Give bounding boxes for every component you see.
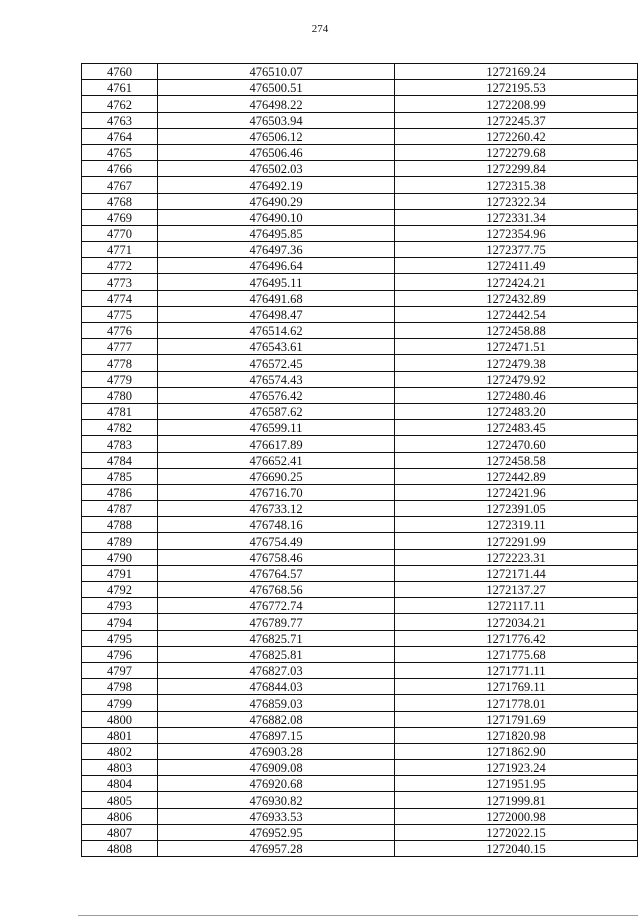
table-row xyxy=(82,484,638,500)
point-number-cell: 4778 xyxy=(82,355,158,371)
point-number-cell: 4808 xyxy=(82,841,158,857)
point-number-cell: 4806 xyxy=(82,808,158,824)
y-coordinate-cell: 1272137.27 xyxy=(395,582,638,598)
x-coordinate-cell: 476498.22 xyxy=(158,96,395,112)
y-coordinate-cell: 1271999.81 xyxy=(395,792,638,808)
x-coordinate-cell: 476768.56 xyxy=(158,582,395,598)
x-coordinate-cell: 476543.61 xyxy=(158,339,395,355)
x-coordinate-cell: 476909.08 xyxy=(158,760,395,776)
table-row xyxy=(82,743,638,759)
y-coordinate-cell: 1271820.98 xyxy=(395,727,638,743)
y-coordinate-cell: 1272483.45 xyxy=(395,420,638,436)
table-row xyxy=(82,501,638,517)
point-number-cell: 4766 xyxy=(82,161,158,177)
point-number-cell: 4785 xyxy=(82,468,158,484)
point-number-cell: 4775 xyxy=(82,306,158,322)
point-number-cell: 4780 xyxy=(82,387,158,403)
x-coordinate-cell: 476690.25 xyxy=(158,468,395,484)
page-number: 274 xyxy=(311,23,329,35)
y-coordinate-cell: 1272034.21 xyxy=(395,614,638,630)
point-number-cell: 4782 xyxy=(82,420,158,436)
table-row xyxy=(82,161,638,177)
x-coordinate-cell: 476897.15 xyxy=(158,727,395,743)
table-row xyxy=(82,646,638,662)
point-number-cell: 4763 xyxy=(82,112,158,128)
x-coordinate-cell: 476491.68 xyxy=(158,290,395,306)
x-coordinate-cell: 476859.03 xyxy=(158,695,395,711)
x-coordinate-cell: 476789.77 xyxy=(158,614,395,630)
table-row xyxy=(82,808,638,824)
x-coordinate-cell: 476748.16 xyxy=(158,517,395,533)
point-number-cell: 4789 xyxy=(82,533,158,549)
point-number-cell: 4804 xyxy=(82,776,158,792)
x-coordinate-cell: 476506.46 xyxy=(158,144,395,160)
table-row xyxy=(82,128,638,144)
table-row xyxy=(82,549,638,565)
point-number-cell: 4767 xyxy=(82,177,158,193)
x-coordinate-cell: 476882.08 xyxy=(158,711,395,727)
y-coordinate-cell: 1272279.68 xyxy=(395,144,638,160)
y-coordinate-cell: 1272169.24 xyxy=(395,64,638,80)
y-coordinate-cell: 1272470.60 xyxy=(395,436,638,452)
x-coordinate-cell: 476576.42 xyxy=(158,387,395,403)
point-number-cell: 4803 xyxy=(82,760,158,776)
x-coordinate-cell: 476490.29 xyxy=(158,193,395,209)
y-coordinate-cell: 1272208.99 xyxy=(395,96,638,112)
point-number-cell: 4786 xyxy=(82,484,158,500)
table-row xyxy=(82,679,638,695)
x-coordinate-cell: 476495.11 xyxy=(158,274,395,290)
point-number-cell: 4798 xyxy=(82,679,158,695)
table-row xyxy=(82,403,638,419)
point-number-cell: 4788 xyxy=(82,517,158,533)
y-coordinate-cell: 1272424.21 xyxy=(395,274,638,290)
y-coordinate-cell: 1272171.44 xyxy=(395,565,638,581)
point-number-cell: 4762 xyxy=(82,96,158,112)
point-number-cell: 4774 xyxy=(82,290,158,306)
x-coordinate-cell: 476492.19 xyxy=(158,177,395,193)
y-coordinate-cell: 1272245.37 xyxy=(395,112,638,128)
point-number-cell: 4790 xyxy=(82,549,158,565)
table-row xyxy=(82,776,638,792)
x-coordinate-cell: 476514.62 xyxy=(158,323,395,339)
table-row xyxy=(82,64,638,80)
y-coordinate-cell: 1272471.51 xyxy=(395,339,638,355)
x-coordinate-cell: 476510.07 xyxy=(158,64,395,80)
x-coordinate-cell: 476502.03 xyxy=(158,161,395,177)
x-coordinate-cell: 476652.41 xyxy=(158,452,395,468)
x-coordinate-cell: 476825.71 xyxy=(158,630,395,646)
x-coordinate-cell: 476500.51 xyxy=(158,80,395,96)
y-coordinate-cell: 1271862.90 xyxy=(395,743,638,759)
point-number-cell: 4784 xyxy=(82,452,158,468)
table-row xyxy=(82,306,638,322)
point-number-cell: 4783 xyxy=(82,436,158,452)
table-row xyxy=(82,517,638,533)
table-row xyxy=(82,760,638,776)
table-row xyxy=(82,339,638,355)
table-row xyxy=(82,841,638,857)
x-coordinate-cell: 476496.64 xyxy=(158,258,395,274)
table-row xyxy=(82,258,638,274)
table-row xyxy=(82,711,638,727)
x-coordinate-cell: 476920.68 xyxy=(158,776,395,792)
table-row xyxy=(82,193,638,209)
page-bottom-rule xyxy=(78,915,638,916)
table-row xyxy=(82,225,638,241)
x-coordinate-cell: 476599.11 xyxy=(158,420,395,436)
point-number-cell: 4768 xyxy=(82,193,158,209)
point-number-cell: 4773 xyxy=(82,274,158,290)
point-number-cell: 4805 xyxy=(82,792,158,808)
point-number-cell: 4797 xyxy=(82,662,158,678)
y-coordinate-cell: 1272479.38 xyxy=(395,355,638,371)
x-coordinate-cell: 476957.28 xyxy=(158,841,395,857)
table-row xyxy=(82,209,638,225)
point-number-cell: 4793 xyxy=(82,598,158,614)
point-number-cell: 4796 xyxy=(82,646,158,662)
point-number-cell: 4800 xyxy=(82,711,158,727)
y-coordinate-cell: 1272315.38 xyxy=(395,177,638,193)
x-coordinate-cell: 476764.57 xyxy=(158,565,395,581)
table-row xyxy=(82,468,638,484)
table-row xyxy=(82,582,638,598)
y-coordinate-cell: 1272480.46 xyxy=(395,387,638,403)
y-coordinate-cell: 1272432.89 xyxy=(395,290,638,306)
table-row xyxy=(82,420,638,436)
y-coordinate-cell: 1271778.01 xyxy=(395,695,638,711)
table-row xyxy=(82,96,638,112)
point-number-cell: 4795 xyxy=(82,630,158,646)
y-coordinate-cell: 1272291.99 xyxy=(395,533,638,549)
table-row xyxy=(82,242,638,258)
point-number-cell: 4792 xyxy=(82,582,158,598)
table-row xyxy=(82,274,638,290)
point-number-cell: 4781 xyxy=(82,403,158,419)
point-number-cell: 4760 xyxy=(82,64,158,80)
y-coordinate-cell: 1272117.11 xyxy=(395,598,638,614)
y-coordinate-cell: 1272299.84 xyxy=(395,161,638,177)
point-number-cell: 4764 xyxy=(82,128,158,144)
point-number-cell: 4765 xyxy=(82,144,158,160)
x-coordinate-cell: 476827.03 xyxy=(158,662,395,678)
coordinates-table xyxy=(81,63,638,857)
table-row xyxy=(82,387,638,403)
y-coordinate-cell: 1272421.96 xyxy=(395,484,638,500)
x-coordinate-cell: 476933.53 xyxy=(158,808,395,824)
x-coordinate-cell: 476758.46 xyxy=(158,549,395,565)
y-coordinate-cell: 1271951.95 xyxy=(395,776,638,792)
table-row xyxy=(82,662,638,678)
x-coordinate-cell: 476497.36 xyxy=(158,242,395,258)
y-coordinate-cell: 1272377.75 xyxy=(395,242,638,258)
point-number-cell: 4802 xyxy=(82,743,158,759)
y-coordinate-cell: 1271923.24 xyxy=(395,760,638,776)
x-coordinate-cell: 476503.94 xyxy=(158,112,395,128)
point-number-cell: 4794 xyxy=(82,614,158,630)
y-coordinate-cell: 1272223.31 xyxy=(395,549,638,565)
x-coordinate-cell: 476772.74 xyxy=(158,598,395,614)
table-row xyxy=(82,112,638,128)
y-coordinate-cell: 1272458.58 xyxy=(395,452,638,468)
coordinates-table-container xyxy=(81,63,638,857)
y-coordinate-cell: 1272479.92 xyxy=(395,371,638,387)
y-coordinate-cell: 1272331.34 xyxy=(395,209,638,225)
y-coordinate-cell: 1272195.53 xyxy=(395,80,638,96)
y-coordinate-cell: 1272260.42 xyxy=(395,128,638,144)
table-row xyxy=(82,323,638,339)
table-row xyxy=(82,792,638,808)
table-row xyxy=(82,598,638,614)
table-row xyxy=(82,290,638,306)
coordinates-table-body xyxy=(82,64,638,857)
table-row xyxy=(82,371,638,387)
y-coordinate-cell: 1271775.68 xyxy=(395,646,638,662)
x-coordinate-cell: 476716.70 xyxy=(158,484,395,500)
x-coordinate-cell: 476617.89 xyxy=(158,436,395,452)
table-row xyxy=(82,144,638,160)
y-coordinate-cell: 1271771.11 xyxy=(395,662,638,678)
point-number-cell: 4807 xyxy=(82,824,158,840)
y-coordinate-cell: 1272322.34 xyxy=(395,193,638,209)
y-coordinate-cell: 1272000.98 xyxy=(395,808,638,824)
x-coordinate-cell: 476844.03 xyxy=(158,679,395,695)
y-coordinate-cell: 1272442.89 xyxy=(395,468,638,484)
y-coordinate-cell: 1271791.69 xyxy=(395,711,638,727)
point-number-cell: 4777 xyxy=(82,339,158,355)
table-row xyxy=(82,614,638,630)
y-coordinate-cell: 1272442.54 xyxy=(395,306,638,322)
table-row xyxy=(82,565,638,581)
point-number-cell: 4801 xyxy=(82,727,158,743)
point-number-cell: 4761 xyxy=(82,80,158,96)
table-row xyxy=(82,177,638,193)
y-coordinate-cell: 1271776.42 xyxy=(395,630,638,646)
table-row xyxy=(82,80,638,96)
y-coordinate-cell: 1272354.96 xyxy=(395,225,638,241)
point-number-cell: 4769 xyxy=(82,209,158,225)
y-coordinate-cell: 1272411.49 xyxy=(395,258,638,274)
y-coordinate-cell: 1271769.11 xyxy=(395,679,638,695)
x-coordinate-cell: 476490.10 xyxy=(158,209,395,225)
table-row xyxy=(82,824,638,840)
x-coordinate-cell: 476498.47 xyxy=(158,306,395,322)
x-coordinate-cell: 476754.49 xyxy=(158,533,395,549)
point-number-cell: 4779 xyxy=(82,371,158,387)
y-coordinate-cell: 1272022.15 xyxy=(395,824,638,840)
y-coordinate-cell: 1272458.88 xyxy=(395,323,638,339)
x-coordinate-cell: 476930.82 xyxy=(158,792,395,808)
y-coordinate-cell: 1272391.05 xyxy=(395,501,638,517)
x-coordinate-cell: 476825.81 xyxy=(158,646,395,662)
point-number-cell: 4799 xyxy=(82,695,158,711)
x-coordinate-cell: 476506.12 xyxy=(158,128,395,144)
y-coordinate-cell: 1272040.15 xyxy=(395,841,638,857)
point-number-cell: 4770 xyxy=(82,225,158,241)
x-coordinate-cell: 476952.95 xyxy=(158,824,395,840)
y-coordinate-cell: 1272319.11 xyxy=(395,517,638,533)
point-number-cell: 4776 xyxy=(82,323,158,339)
x-coordinate-cell: 476903.28 xyxy=(158,743,395,759)
x-coordinate-cell: 476572.45 xyxy=(158,355,395,371)
point-number-cell: 4772 xyxy=(82,258,158,274)
table-row xyxy=(82,533,638,549)
table-row xyxy=(82,355,638,371)
table-row xyxy=(82,436,638,452)
x-coordinate-cell: 476574.43 xyxy=(158,371,395,387)
x-coordinate-cell: 476733.12 xyxy=(158,501,395,517)
y-coordinate-cell: 1272483.20 xyxy=(395,403,638,419)
x-coordinate-cell: 476587.62 xyxy=(158,403,395,419)
point-number-cell: 4771 xyxy=(82,242,158,258)
table-row xyxy=(82,630,638,646)
x-coordinate-cell: 476495.85 xyxy=(158,225,395,241)
table-row xyxy=(82,695,638,711)
table-row xyxy=(82,727,638,743)
point-number-cell: 4791 xyxy=(82,565,158,581)
table-row xyxy=(82,452,638,468)
point-number-cell: 4787 xyxy=(82,501,158,517)
